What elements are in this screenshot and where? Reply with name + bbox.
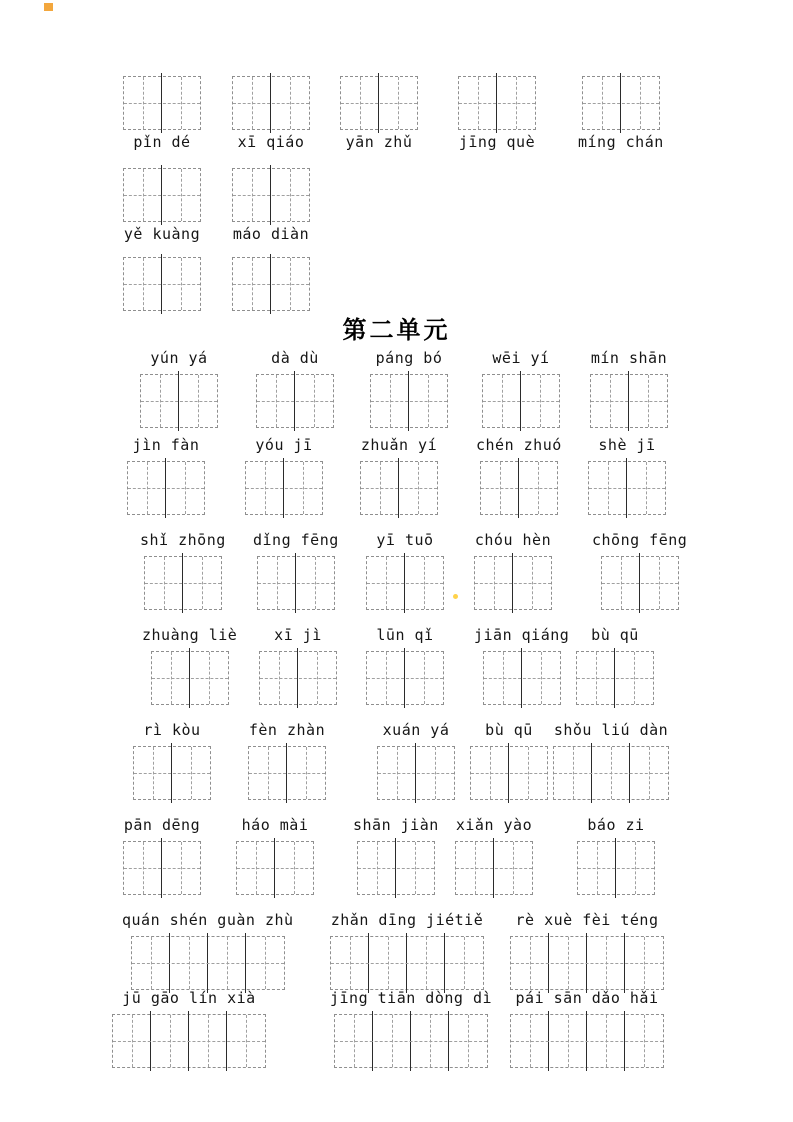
grid-cell — [257, 375, 295, 427]
grid-cell — [513, 557, 551, 609]
word-column — [232, 168, 310, 242]
grid-cell — [378, 747, 416, 799]
pinyin-word: pái sān dǎo hǎi — [515, 989, 659, 1007]
pinyin-word: quán shén guàn zhù — [122, 911, 294, 929]
word-column — [482, 350, 560, 428]
pinyin-word: pǐn dé — [133, 133, 191, 151]
grid-cell — [629, 375, 667, 427]
grid-cell — [459, 77, 497, 129]
grid-cell — [179, 375, 217, 427]
word-column — [123, 257, 201, 311]
pinyin-word: rè xuè fèi téng — [515, 911, 659, 929]
grid-cell — [162, 258, 200, 310]
writing-grid — [590, 374, 668, 428]
pinyin-word: yún yá — [150, 349, 208, 367]
word-column — [510, 912, 664, 990]
word-column — [140, 350, 218, 428]
writing-grid — [480, 461, 558, 515]
word-column — [474, 532, 552, 610]
grid-cell — [509, 747, 547, 799]
pinyin-word: jīng què — [458, 133, 536, 151]
grid-cell — [511, 1015, 549, 1067]
grid-cell — [172, 747, 210, 799]
grid-cell — [335, 1015, 373, 1067]
grid-cell — [124, 842, 162, 894]
unit-title: 第二单元 — [342, 316, 451, 344]
grid-cell — [577, 652, 615, 704]
pinyin-word: shǐ zhōng — [140, 531, 226, 549]
pinyin-word: máo diàn — [232, 225, 310, 243]
grid-cell — [589, 462, 627, 514]
grid-cell — [341, 77, 379, 129]
grid-cell — [271, 77, 309, 129]
grid-cell — [407, 937, 445, 989]
writing-grid — [576, 651, 654, 705]
word-column — [476, 437, 562, 515]
word-column — [370, 350, 448, 428]
word-column — [232, 76, 310, 150]
grid-cell — [630, 747, 668, 799]
writing-grid — [330, 936, 484, 990]
pinyin-word: jīng tiān dòng dì — [330, 989, 493, 1007]
pinyin-word: zhǎn dīng jiétiě — [330, 911, 484, 929]
grid-cell — [379, 77, 417, 129]
word-column — [553, 722, 669, 800]
grid-cell — [591, 375, 629, 427]
writing-grid — [366, 651, 444, 705]
pinyin-word: shǒu liú dàn — [553, 721, 669, 739]
grid-cell — [134, 747, 172, 799]
grid-cell — [152, 652, 190, 704]
grid-cell — [602, 557, 640, 609]
pinyin-word: fèn zhàn — [248, 721, 326, 739]
pinyin-word: pān dēng — [123, 816, 201, 834]
grid-cell — [162, 77, 200, 129]
grid-cell — [583, 77, 621, 129]
writing-grid — [144, 556, 222, 610]
pinyin-word: yān zhǔ — [345, 133, 413, 151]
grid-cell — [132, 937, 170, 989]
writing-grid — [357, 841, 435, 895]
grid-cell — [475, 557, 513, 609]
grid-cell — [449, 1015, 487, 1067]
writing-grid — [133, 746, 211, 800]
word-column — [590, 350, 668, 428]
writing-grid — [470, 746, 548, 800]
grid-cell — [411, 1015, 449, 1067]
writing-grid — [259, 651, 337, 705]
grid-cell — [358, 842, 396, 894]
writing-grid — [123, 841, 201, 895]
grid-cell — [497, 77, 535, 129]
grid-cell — [331, 937, 369, 989]
word-column — [245, 437, 323, 515]
grid-cell — [151, 1015, 189, 1067]
writing-grid — [482, 374, 560, 428]
word-column — [340, 76, 418, 150]
pinyin-word: chén zhuó — [476, 436, 562, 454]
word-column — [592, 532, 687, 610]
word-column — [330, 912, 484, 990]
grid-cell — [233, 258, 271, 310]
word-column — [578, 76, 664, 150]
writing-grid — [360, 461, 438, 515]
word-column — [140, 532, 226, 610]
grid-cell — [587, 1015, 625, 1067]
word-column — [458, 76, 536, 150]
grid-cell — [409, 375, 447, 427]
word-column — [133, 722, 211, 800]
grid-cell — [246, 462, 284, 514]
pinyin-word: zhuàng liè — [142, 626, 238, 644]
grid-cell — [373, 1015, 411, 1067]
grid-cell — [246, 937, 284, 989]
grid-cell — [481, 462, 519, 514]
grid-cell — [170, 937, 208, 989]
grid-cell — [141, 375, 179, 427]
writing-grid — [257, 556, 335, 610]
grid-cell — [124, 169, 162, 221]
writing-grid — [123, 76, 201, 130]
writing-grid — [127, 461, 205, 515]
word-column — [248, 722, 326, 800]
grid-cell — [298, 652, 336, 704]
grid-cell — [399, 462, 437, 514]
grid-cell — [367, 652, 405, 704]
grid-cell — [249, 747, 287, 799]
grid-cell — [627, 462, 665, 514]
writing-grid — [377, 746, 455, 800]
writing-grid — [131, 936, 285, 990]
pinyin-word: shān jiàn — [353, 816, 439, 834]
pinyin-word: dà dù — [271, 349, 319, 367]
grid-cell — [405, 652, 443, 704]
word-column — [232, 257, 310, 311]
grid-cell — [271, 258, 309, 310]
pinyin-word: bù qū — [591, 626, 639, 644]
word-column — [253, 532, 339, 610]
pinyin-word: chóu hèn — [474, 531, 552, 549]
pinyin-word: yě kuàng — [123, 225, 201, 243]
grid-cell — [416, 747, 454, 799]
pinyin-word: xiǎn yào — [455, 816, 533, 834]
grid-cell — [371, 375, 409, 427]
writing-grid — [248, 746, 326, 800]
pinyin-word: jìn fàn — [132, 436, 200, 454]
word-column — [259, 627, 337, 705]
grid-cell — [237, 842, 275, 894]
word-column — [142, 627, 237, 705]
grid-cell — [396, 842, 434, 894]
word-column — [123, 817, 201, 895]
grid-cell — [405, 557, 443, 609]
grid-cell — [145, 557, 183, 609]
pinyin-word: shè jī — [598, 436, 656, 454]
writing-grid — [123, 168, 201, 222]
grid-cell — [287, 747, 325, 799]
writing-grid — [588, 461, 666, 515]
writing-grid — [232, 168, 310, 222]
grid-cell — [190, 652, 228, 704]
word-column — [377, 722, 455, 800]
pinyin-word: chōng fēng — [592, 531, 688, 549]
grid-cell — [483, 375, 521, 427]
grid-cell — [592, 747, 630, 799]
pinyin-word: jiān qiáng — [474, 626, 570, 644]
grid-cell — [511, 937, 549, 989]
grid-cell — [183, 557, 221, 609]
writing-grid — [112, 1014, 266, 1068]
grid-cell — [128, 462, 166, 514]
grid-cell — [549, 1015, 587, 1067]
pinyin-word: rì kòu — [143, 721, 201, 739]
writing-grid — [245, 461, 323, 515]
writing-grid — [510, 1014, 664, 1068]
word-column — [112, 990, 266, 1068]
word-column — [256, 350, 334, 428]
pinyin-word: míng chán — [578, 133, 664, 151]
grid-cell — [296, 557, 334, 609]
grid-cell — [367, 557, 405, 609]
grid-cell — [456, 842, 494, 894]
pinyin-word: lūn qǐ — [376, 626, 434, 644]
writing-grid — [123, 257, 201, 311]
writing-grid — [483, 651, 561, 705]
word-column — [236, 817, 314, 895]
pinyin-word: xī jì — [274, 626, 322, 644]
pinyin-word: xī qiáo — [237, 133, 305, 151]
grid-cell — [258, 557, 296, 609]
grid-cell — [260, 652, 298, 704]
grid-cell — [549, 937, 587, 989]
word-column — [474, 627, 569, 705]
writing-grid — [236, 841, 314, 895]
word-column — [360, 437, 438, 515]
word-column — [510, 990, 664, 1068]
word-column — [127, 437, 205, 515]
grid-cell — [233, 169, 271, 221]
writing-grid — [553, 746, 669, 800]
writing-grid — [510, 936, 664, 990]
grid-cell — [625, 937, 663, 989]
writing-grid — [601, 556, 679, 610]
grid-cell — [621, 77, 659, 129]
pinyin-word: zhuǎn yí — [360, 436, 438, 454]
grid-cell — [166, 462, 204, 514]
grid-cell — [522, 652, 560, 704]
pinyin-word: dǐng fēng — [253, 531, 339, 549]
word-column — [123, 76, 201, 150]
grid-cell — [271, 169, 309, 221]
writing-grid — [232, 76, 310, 130]
writing-grid — [151, 651, 229, 705]
writing-grid — [474, 556, 552, 610]
grid-cell — [484, 652, 522, 704]
grid-cell — [208, 937, 246, 989]
grid-cell — [361, 462, 399, 514]
writing-grid — [577, 841, 655, 895]
grid-cell — [189, 1015, 227, 1067]
grid-cell — [124, 77, 162, 129]
grid-cell — [233, 77, 271, 129]
grid-cell — [284, 462, 322, 514]
writing-grid — [334, 1014, 488, 1068]
grid-cell — [369, 937, 407, 989]
grid-cell — [615, 652, 653, 704]
grid-cell — [616, 842, 654, 894]
pinyin-word: jū gāo lín xià — [122, 989, 256, 1007]
word-column — [366, 532, 444, 610]
writing-grid — [582, 76, 660, 130]
word-column — [123, 168, 201, 242]
grid-cell — [521, 375, 559, 427]
word-column — [455, 817, 533, 895]
writing-grid — [458, 76, 536, 130]
word-column — [366, 627, 444, 705]
word-column — [588, 437, 666, 515]
grid-cell — [587, 937, 625, 989]
grid-cell — [640, 557, 678, 609]
writing-grid — [370, 374, 448, 428]
grid-cell — [162, 842, 200, 894]
pinyin-word: yī tuō — [376, 531, 434, 549]
writing-grid — [366, 556, 444, 610]
grid-cell — [625, 1015, 663, 1067]
grid-cell — [295, 375, 333, 427]
pinyin-word: bù qū — [485, 721, 533, 739]
word-column — [122, 912, 294, 990]
yellow-speck — [453, 594, 458, 599]
writing-grid — [256, 374, 334, 428]
grid-cell — [162, 169, 200, 221]
pinyin-word: báo zi — [587, 816, 645, 834]
orange-marker — [44, 3, 53, 11]
pinyin-word: háo mài — [241, 816, 309, 834]
grid-cell — [124, 258, 162, 310]
pinyin-word: wēi yí — [492, 349, 550, 367]
grid-cell — [275, 842, 313, 894]
pinyin-word: páng bó — [375, 349, 443, 367]
word-column — [470, 722, 548, 800]
grid-cell — [578, 842, 616, 894]
writing-grid — [455, 841, 533, 895]
word-column — [353, 817, 439, 895]
pinyin-word: yóu jī — [255, 436, 313, 454]
grid-cell — [113, 1015, 151, 1067]
pinyin-word: xuán yá — [382, 721, 450, 739]
grid-cell — [519, 462, 557, 514]
writing-grid — [340, 76, 418, 130]
writing-grid — [140, 374, 218, 428]
grid-cell — [227, 1015, 265, 1067]
writing-grid — [232, 257, 310, 311]
grid-cell — [445, 937, 483, 989]
word-column — [330, 990, 492, 1068]
grid-cell — [554, 747, 592, 799]
grid-cell — [494, 842, 532, 894]
pinyin-word: mín shān — [590, 349, 668, 367]
grid-cell — [471, 747, 509, 799]
word-column — [577, 817, 655, 895]
word-column — [576, 627, 654, 705]
